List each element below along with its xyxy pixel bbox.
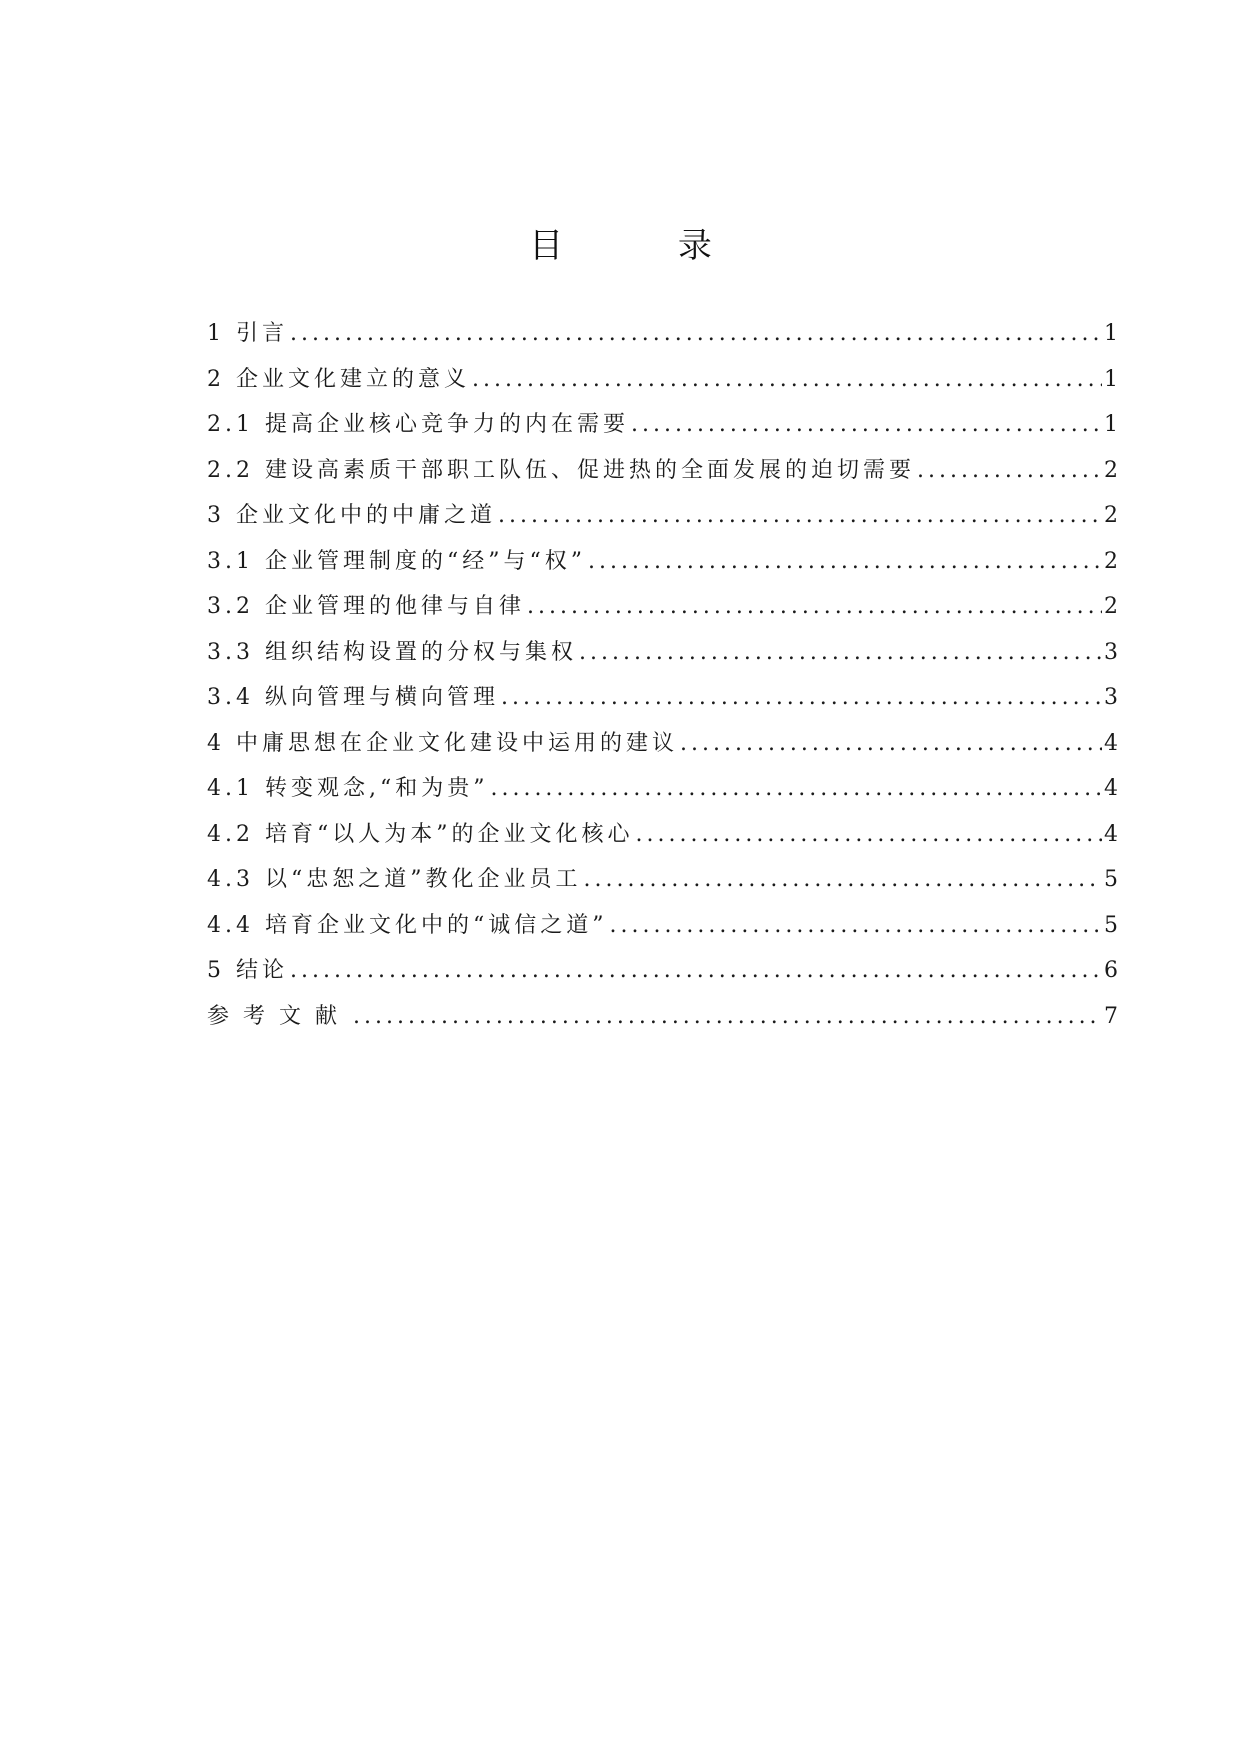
- toc-entry[interactable]: [207, 402, 1118, 448]
- toc-entry-page: 5: [1104, 867, 1118, 892]
- toc-entry[interactable]: [207, 994, 1118, 1040]
- toc-entry-label: 4.2 培育“以人为本”的企业文化核心: [207, 821, 634, 847]
- toc-dot-leader: [917, 448, 1102, 494]
- toc-dot-leader: [635, 812, 1102, 858]
- toc-entry-label: 2.1 提高企业核心竞争力的内在需要: [207, 412, 629, 437]
- toc-entry[interactable]: [207, 630, 1118, 676]
- toc-entry-page: 2: [1104, 457, 1118, 483]
- toc-entry[interactable]: [207, 721, 1118, 767]
- toc-entry-label: 5 结论: [207, 958, 288, 983]
- toc-dot-leader: [527, 584, 1102, 630]
- toc-entry[interactable]: [207, 903, 1118, 949]
- toc-dot-leader: [290, 311, 1102, 357]
- toc-entry-page: 1: [1104, 412, 1118, 437]
- toc-title: 目 录: [529, 226, 764, 266]
- toc-entry-page: 3: [1104, 685, 1118, 710]
- toc-entry[interactable]: [207, 948, 1118, 994]
- toc-entry[interactable]: [207, 448, 1118, 494]
- toc-entry-page: 6: [1104, 958, 1118, 983]
- toc-entry-page: 2: [1104, 548, 1118, 574]
- toc-entry-label: 4.3 以“忠恕之道”教化企业员工: [207, 867, 582, 892]
- toc-entry-label: 1 引言: [207, 321, 288, 346]
- toc-dot-leader: [631, 402, 1102, 448]
- toc-dot-leader: [680, 721, 1102, 767]
- toc-dot-leader: [579, 630, 1102, 676]
- toc-dot-leader: [501, 675, 1102, 721]
- toc-entry-page: 4: [1104, 776, 1118, 801]
- toc-entry-label: 4 中庸思想在企业文化建设中运用的建议: [207, 730, 678, 756]
- toc-entry-page: 5: [1104, 912, 1118, 938]
- toc-entry[interactable]: [207, 539, 1118, 585]
- toc-entry-label: 3.4 纵向管理与横向管理: [207, 685, 499, 710]
- toc-entry-page: 3: [1104, 639, 1118, 665]
- toc-entry[interactable]: [207, 493, 1118, 539]
- toc-dot-leader: [353, 994, 1102, 1040]
- toc-entry-label: 参考文献: [207, 1003, 352, 1029]
- toc-dot-leader: [498, 493, 1102, 539]
- toc-entry-page: 2: [1104, 594, 1118, 619]
- toc-entry[interactable]: [207, 584, 1118, 630]
- toc-entry-label: 2.2 建设高素质干部职工队伍、促进热的全面发展的迫切需要: [207, 457, 915, 483]
- toc-entry-page: 4: [1104, 821, 1118, 847]
- toc-dot-leader: [472, 357, 1102, 403]
- toc-dot-leader: [490, 766, 1102, 812]
- toc-entry-page: 1: [1104, 366, 1118, 392]
- toc-entry-page: 7: [1104, 1003, 1118, 1029]
- toc-entry[interactable]: [207, 766, 1118, 812]
- toc-entry-label: 3.1 企业管理制度的“经”与“权”: [207, 548, 586, 574]
- toc-entry-label: 3.3 组织结构设置的分权与集权: [207, 639, 577, 665]
- toc-entry-label: 4.4 培育企业文化中的“诚信之道”: [207, 912, 608, 938]
- toc-entry[interactable]: [207, 857, 1118, 903]
- toc-entry-label: 3.2 企业管理的他律与自律: [207, 594, 525, 619]
- toc-dot-leader: [609, 903, 1102, 949]
- toc-dot-leader: [588, 539, 1102, 585]
- toc-entry-page: 4: [1104, 730, 1118, 756]
- toc-dot-leader: [290, 948, 1102, 994]
- toc-entry-label: 3 企业文化中的中庸之道: [207, 503, 496, 528]
- toc-entry[interactable]: [207, 675, 1118, 721]
- toc-entry[interactable]: [207, 357, 1118, 403]
- toc-list: [207, 311, 1118, 1039]
- toc-entry-label: 2 企业文化建立的意义: [207, 366, 470, 392]
- toc-dot-leader: [583, 857, 1102, 903]
- toc-entry-label: 4.1 转变观念,“和为贵”: [207, 776, 489, 801]
- toc-entry[interactable]: [207, 812, 1118, 858]
- toc-entry[interactable]: [207, 311, 1118, 357]
- toc-entry-page: 2: [1104, 503, 1118, 528]
- toc-entry-page: 1: [1104, 321, 1118, 346]
